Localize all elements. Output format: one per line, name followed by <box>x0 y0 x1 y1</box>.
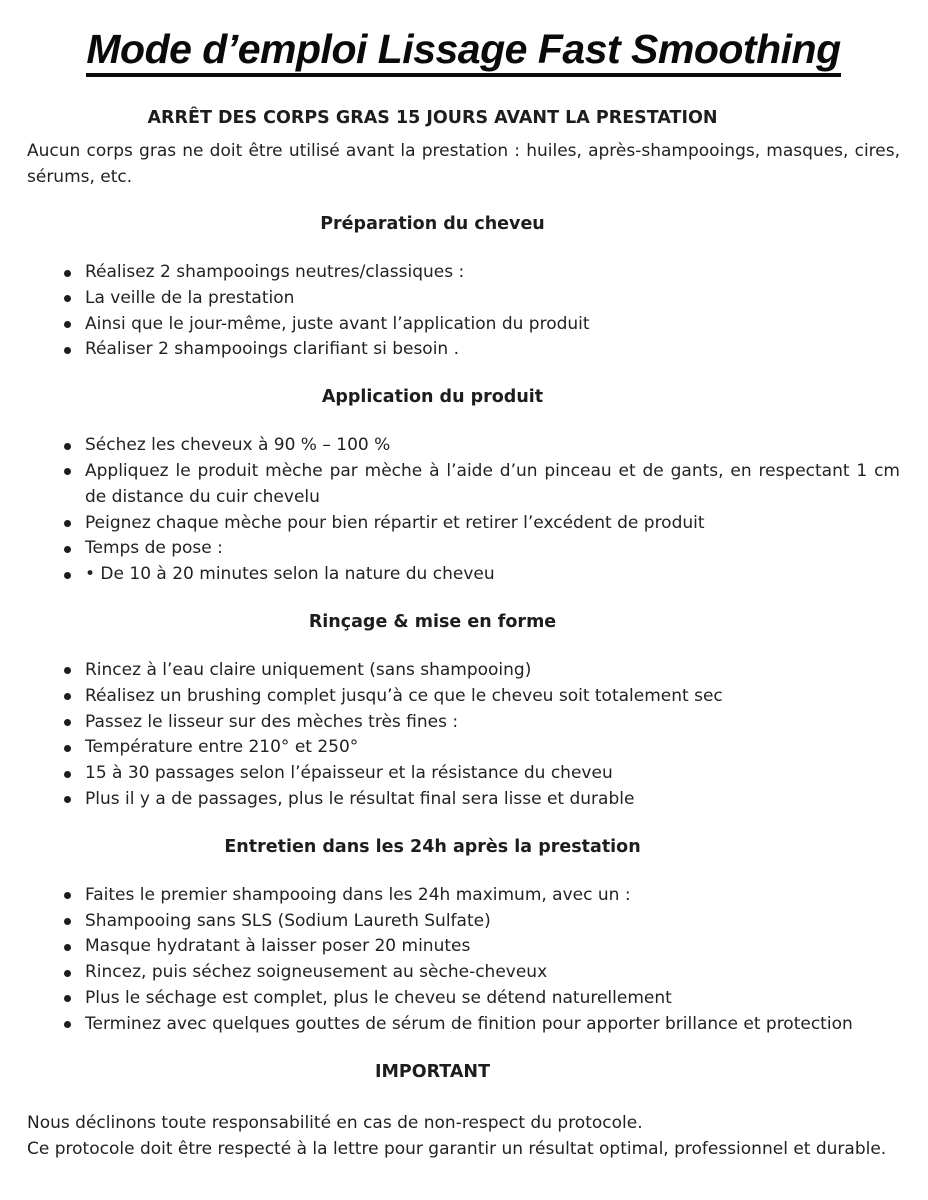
bullet-list-entretien <box>27 883 900 1038</box>
list-item: Shampooing sans SLS (Sodium Laureth Sulfate) <box>58 909 900 935</box>
section-heading-rincage: Rinçage & mise en forme <box>308 611 557 632</box>
list-item: Plus il y a de passages, plus le résultat final sera lisse et durable <box>58 787 900 813</box>
section-corps-gras <box>27 106 900 190</box>
section-heading-important: IMPORTANT <box>374 1061 491 1082</box>
section-heading-corps-gras: ARRÊT DES CORPS GRAS 15 JOURS AVANT LA PRESTATION <box>147 108 718 128</box>
list-item: 15 à 30 passages selon l’épaisseur et la résistance du cheveu <box>58 761 900 787</box>
list-item: Appliquez le produit mèche par mèche à l’aide d’un pinceau et de gants, en respectant 1 cm de distance du cuir chevelu <box>58 459 900 511</box>
list-item: Réalisez 2 shampooings neutres/classiques : <box>58 260 900 286</box>
body-paragraph: Ce protocole doit être respecté à la lettre pour garantir un résultat optimal, professionnel et durable. <box>27 1138 887 1159</box>
list-item: Plus le séchage est complet, plus le cheveu se détend naturellement <box>58 986 900 1012</box>
list-item: Terminez avec quelques gouttes de sérum de finition pour apporter brillance et protection <box>58 1012 900 1038</box>
list-item: Séchez les cheveux à 90 % – 100 % <box>58 433 900 459</box>
body-paragraph: Nous déclinons toute responsabilité en cas de non-respect du protocole. <box>27 1112 643 1133</box>
list-item: Temps de pose : <box>58 536 900 562</box>
section-important <box>27 1060 900 1162</box>
section-heading-application: Application du produit <box>321 387 544 408</box>
closing-paragraphs <box>27 1110 900 1162</box>
page-title-text: Mode d’emploi Lissage Fast Smoothing <box>86 26 840 77</box>
section-entretien <box>27 835 900 1038</box>
list-item: Masque hydratant à laisser poser 20 minutes <box>58 934 900 960</box>
page-title <box>27 20 900 78</box>
bullet-list-application <box>27 433 900 588</box>
list-item: Réaliser 2 shampooings clarifiant si besoin . <box>58 337 900 363</box>
section-heading-entretien: Entretien dans les 24h après la prestation <box>224 836 641 857</box>
list-item: Rincez, puis séchez soigneusement au sèche-cheveux <box>58 960 900 986</box>
body-paragraph: Aucun corps gras ne doit être utilisé avant la prestation : huiles, après-shampooings, masques, cires, sérums, etc. <box>27 141 900 187</box>
list-item: Peignez chaque mèche pour bien répartir et retirer l’excédent de produit <box>58 511 900 537</box>
list-item: Faites le premier shampooing dans les 24h maximum, avec un : <box>58 883 900 909</box>
bullet-list-preparation <box>27 260 900 363</box>
section-heading-preparation: Préparation du cheveu <box>320 214 545 234</box>
bullet-list-rincage <box>27 658 900 813</box>
list-item: Ainsi que le jour-même, juste avant l’application du produit <box>58 312 900 338</box>
list-item: • De 10 à 20 minutes selon la nature du cheveu <box>58 562 900 588</box>
list-item: La veille de la prestation <box>58 286 900 312</box>
list-item: Passez le lisseur sur des mèches très fines : <box>58 710 900 736</box>
section-preparation <box>27 212 900 363</box>
section-application <box>27 385 900 588</box>
list-item: Réalisez un brushing complet jusqu’à ce que le cheveu soit totalement sec <box>58 684 900 710</box>
list-item: Rincez à l’eau claire uniquement (sans shampooing) <box>58 658 900 684</box>
section-rincage <box>27 610 900 813</box>
list-item: Température entre 210° et 250° <box>58 735 900 761</box>
